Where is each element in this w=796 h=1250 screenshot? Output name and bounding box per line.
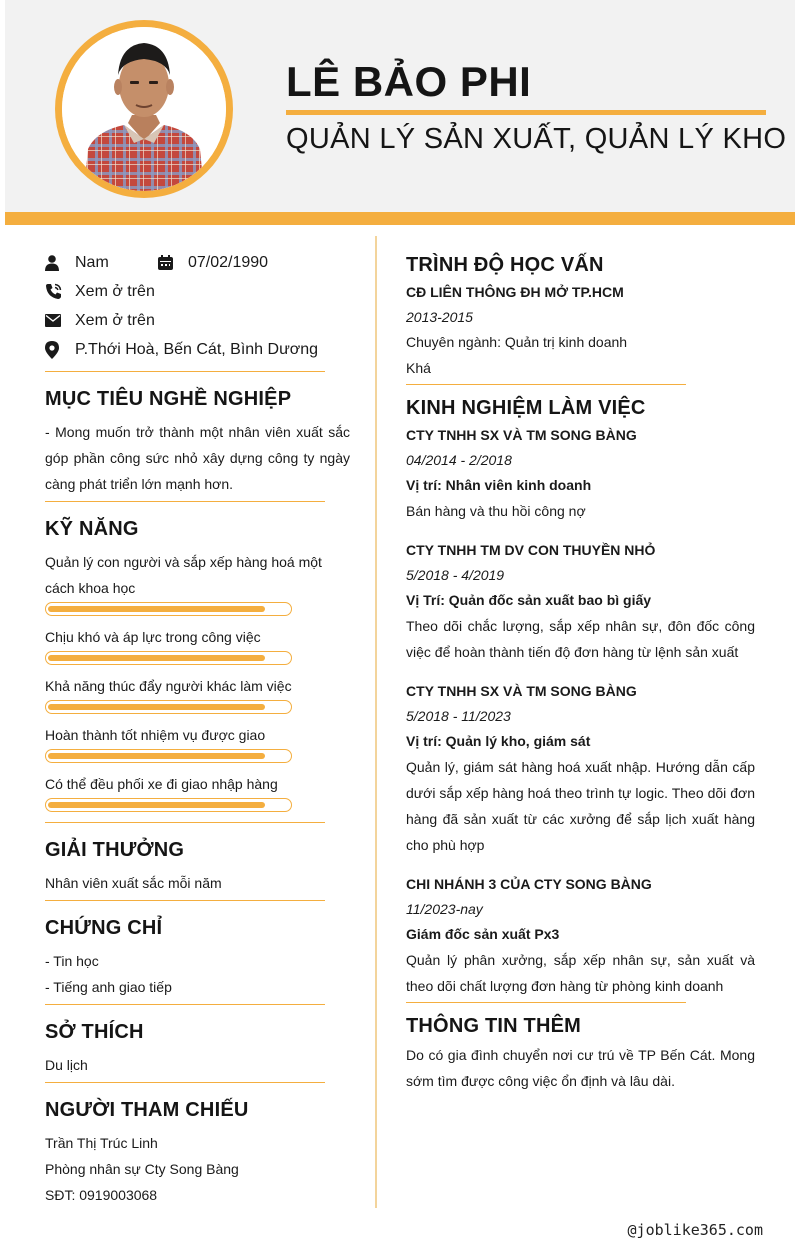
calendar-icon: [158, 255, 188, 270]
skill-item: [45, 624, 350, 665]
reference-name: Trần Thị Trúc Linh: [45, 1135, 158, 1151]
skill-item: [45, 722, 350, 763]
job-company: CTY TNHH SX VÀ TM SONG BÀNG: [406, 427, 637, 443]
phone-icon: [45, 283, 75, 300]
skill-item: [45, 549, 350, 616]
avatar: [62, 27, 226, 191]
reference-phone: SĐT: 0919003068: [45, 1187, 158, 1203]
skill-level-bar: [45, 651, 292, 665]
skills-title: KỸ NĂNG: [45, 518, 139, 540]
job-period: 04/2014 - 2/2018: [406, 452, 512, 468]
skill-name: Chịu khó và áp lực trong công việc: [45, 629, 261, 645]
job-role: Vị trí: Quản lý kho, giám sát: [406, 733, 591, 749]
job-role: Vị Trí: Quản đốc sản xuất bao bì giấy: [406, 592, 652, 608]
certificate-item: - Tiếng anh giao tiếp: [45, 979, 172, 995]
job-entry: [406, 537, 755, 665]
section-divider: [45, 1004, 325, 1005]
reference-department: Phòng nhân sự Cty Song Bàng: [45, 1161, 239, 1177]
skill-name: Khả năng thúc đẩy người khác làm việc: [45, 678, 292, 694]
job-title: QUẢN LÝ SẢN XUẤT, QUẢN LÝ KHO: [286, 123, 787, 155]
job-description: Bán hàng và thu hồi công nợ: [406, 503, 586, 519]
awards-text: Nhân viên xuất sắc mỗi năm: [45, 875, 222, 891]
person-icon: [45, 255, 75, 271]
contact-row-gender-dob: [45, 248, 350, 277]
section-divider: [45, 1082, 325, 1083]
skill-level-fill: [48, 802, 265, 808]
hobbies-title: SỞ THÍCH: [45, 1021, 144, 1043]
awards-title: GIẢI THƯỞNG: [45, 839, 185, 861]
skill-level-bar: [45, 700, 292, 714]
section-divider: [45, 822, 325, 823]
contact-row-phone: [45, 277, 350, 306]
certificate-item: - Tin học: [45, 953, 99, 969]
avatar-frame: [55, 20, 233, 198]
section-divider: [406, 1002, 686, 1003]
map-pin-icon: [45, 341, 75, 359]
skill-item: [45, 673, 350, 714]
skill-item: [45, 771, 350, 812]
right-column: [406, 250, 755, 1094]
additional-title: THÔNG TIN THÊM: [406, 1015, 582, 1037]
job-period: 5/2018 - 4/2019: [406, 567, 505, 583]
job-role: Giám đốc sản xuất Px3: [406, 926, 560, 942]
job-period: 11/2023-nay: [406, 901, 483, 917]
gender-value: Nam: [75, 253, 109, 271]
skill-name: Hoàn thành tốt nhiệm vụ được giao: [45, 727, 266, 743]
contact-row-address: [45, 335, 350, 364]
job-entry: [406, 871, 755, 999]
skill-level-bar: [45, 602, 292, 616]
references-title: NGƯỜI THAM CHIẾU: [45, 1099, 249, 1121]
additional-text: Do có gia đình chuyển nơi cư trú về TP Bến Cát. Mong sớm tìm được công việc ổn định và lâu dài.: [406, 1047, 755, 1089]
skill-level-fill: [48, 655, 265, 661]
skills-list: [45, 549, 350, 812]
education-period: 2013-2015: [406, 309, 473, 325]
education-title: TRÌNH ĐỘ HỌC VẤN: [406, 254, 604, 276]
section-divider: [406, 384, 686, 385]
job-period: 5/2018 - 11/2023: [406, 708, 511, 724]
section-divider: [45, 900, 325, 901]
skill-level-fill: [48, 753, 265, 759]
job-role: Vị trí: Nhân viên kinh doanh: [406, 477, 592, 493]
address-value: P.Thới Hoà, Bến Cát, Bình Dương: [75, 340, 319, 358]
education-school: CĐ LIÊN THÔNG ĐH MỞ TP.HCM: [406, 284, 624, 300]
job-description: Theo dõi chắc lượng, sắp xếp nhân sự, đôn đốc công việc để hoàn thành tiến độ đơn hàng từ lệnh sản xuất: [406, 618, 755, 660]
email-value[interactable]: Xem ở trên: [75, 311, 155, 329]
job-entry: [406, 678, 755, 858]
phone-value[interactable]: Xem ở trên: [75, 282, 155, 300]
hobbies-text: Du lịch: [45, 1057, 88, 1073]
contact-row-email: [45, 306, 350, 335]
skill-level-fill: [48, 606, 265, 612]
job-company: CTY TNHH TM DV CON THUYỀN NHỎ: [406, 542, 656, 558]
name-underline: [286, 110, 766, 115]
education-major: Chuyên ngành: Quản trị kinh doanh: [406, 334, 628, 350]
skill-name: Quản lý con người và sắp xếp hàng hoá một cách khoa học: [45, 554, 322, 596]
skill-level-fill: [48, 704, 265, 710]
objective-title: MỤC TIÊU NGHỀ NGHIỆP: [45, 388, 292, 410]
profile-photo: [62, 27, 226, 191]
experience-title: KINH NGHIỆM LÀM VIỆC: [406, 397, 646, 419]
envelope-icon: [45, 314, 75, 327]
section-divider: [45, 501, 325, 502]
skill-name: Có thể đều phối xe đi giao nhập hàng: [45, 776, 278, 792]
skill-level-bar: [45, 749, 292, 763]
job-entry: [406, 422, 755, 524]
left-column: [45, 248, 350, 1208]
candidate-name: LÊ BẢO PHI: [286, 58, 532, 105]
certificates-title: CHỨNG CHỈ: [45, 917, 163, 939]
job-description: Quản lý, giám sát hàng hoá xuất nhập. Hướng dẫn cấp dưới sắp xếp hàng hoá theo trình tự logic. Theo dõi đơn hàng đã sản xuất từ các xưởng để sắp lịch xuất hàng cho phù hợp: [406, 759, 755, 853]
skill-level-bar: [45, 798, 292, 812]
job-company: CTY TNHH SX VÀ TM SONG BÀNG: [406, 683, 637, 699]
job-company: CHI NHÁNH 3 CỦA CTY SONG BÀNG: [406, 876, 652, 892]
section-divider: [45, 371, 325, 372]
header-accent-bar: [5, 212, 795, 225]
objective-text: - Mong muốn trở thành một nhân viên xuất sắc góp phần công sức nhỏ xây dựng công ty ngày càng phát triển lớn mạnh hơn.: [45, 424, 350, 492]
watermark-text: @joblike365.com: [627, 1221, 763, 1239]
column-divider: [375, 236, 377, 1208]
job-description: Quản lý phân xưởng, sắp xếp nhân sự, sản xuất và theo dõi chất lượng đơn hàng từ phòng kinh doanh: [406, 952, 755, 994]
education-grade: Khá: [406, 360, 431, 376]
dob-value: 07/02/1990: [188, 253, 269, 271]
